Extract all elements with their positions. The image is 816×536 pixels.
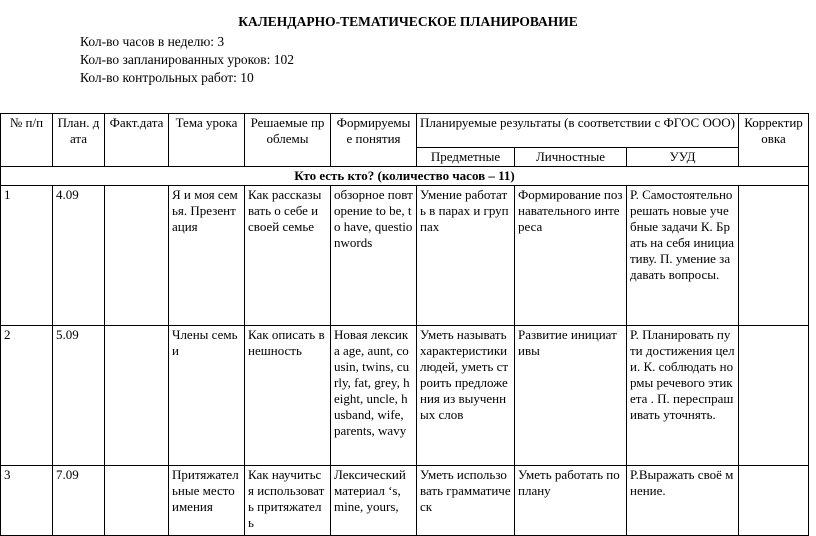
- cell-personal: Развитие инициативы: [515, 326, 627, 466]
- cell-num: 3: [1, 466, 53, 536]
- header-results: Планируемые результаты (в соответствии с ФГОС ООО): [417, 114, 739, 148]
- cell-problems: Как описать внешность: [245, 326, 331, 466]
- cell-topic: Члены семьи: [169, 326, 245, 466]
- cell-fact-date: [105, 466, 169, 536]
- cell-concepts: Новая лексика age, aunt, cousin, twins, curly, fat, grey, height, uncle, husband, wife, parents, wavy: [331, 326, 417, 466]
- header-concepts: Формируемые понятия: [331, 114, 417, 167]
- cell-plan-date: 5.09: [53, 326, 105, 466]
- page-title: КАЛЕНДАРНО-ТЕМАТИЧЕСКОЕ ПЛАНИРОВАНИЕ: [238, 14, 578, 29]
- cell-uud: Р. Планировать пути достижения цели. К. соблюдать нормы речевого этикета . П. переспрашивать уточнять.: [627, 326, 739, 466]
- cell-plan-date: 4.09: [53, 186, 105, 326]
- cell-correction: [739, 326, 809, 466]
- meta-planned-lessons: Кол-во запланированных уроков: 102: [80, 52, 295, 67]
- table-row: [1, 326, 809, 466]
- header-subject: Предметные: [417, 148, 515, 167]
- cell-topic: Я и моя семья. Презентация: [169, 186, 245, 326]
- cell-plan-date: 7.09: [53, 466, 105, 536]
- table-row: [1, 466, 809, 536]
- cell-subject: Уметь называть характеристики людей, уметь строить предложения из выученных слов: [417, 326, 515, 466]
- header-uud: УУД: [627, 148, 739, 167]
- section-title: Кто есть кто? (количество часов – 11): [1, 167, 809, 186]
- cell-num: 1: [1, 186, 53, 326]
- cell-concepts: Лексический материал ‘s, mine, yours,: [331, 466, 417, 536]
- cell-topic: Притяжательные местоимения: [169, 466, 245, 536]
- header-topic: Тема урока: [169, 114, 245, 167]
- cell-num: 2: [1, 326, 53, 466]
- cell-personal: Формирование познавательного интереса: [515, 186, 627, 326]
- table-row: [1, 186, 809, 326]
- header-correction: Корректировка: [739, 114, 809, 167]
- header-fact-date: Факт.дата: [105, 114, 169, 167]
- meta-hours-per-week: Кол-во часов в неделю: 3: [80, 34, 225, 49]
- cell-subject: Умение работать в парах и группах: [417, 186, 515, 326]
- cell-problems: Как научиться использовать притяжатель: [245, 466, 331, 536]
- header-problems: Решаемые проблемы: [245, 114, 331, 167]
- cell-uud: Р.Выражать своё мнение.: [627, 466, 739, 536]
- meta-control-works: Кол-во контрольных работ: 10: [80, 70, 254, 85]
- cell-subject: Уметь использовать грамматическ: [417, 466, 515, 536]
- header-num: № п/п: [1, 114, 53, 167]
- cell-fact-date: [105, 326, 169, 466]
- cell-problems: Как рассказывать о себе и своей семье: [245, 186, 331, 326]
- cell-uud: Р. Самостоятельно решать новые учебные задачи К. Брать на себя инициативу. П. умение задавать вопросы.: [627, 186, 739, 326]
- cell-personal: Уметь работать по плану: [515, 466, 627, 536]
- cell-fact-date: [105, 186, 169, 326]
- header-plan-date: План. дата: [53, 114, 105, 167]
- cell-concepts: обзорное повторение to be, to have, questionwords: [331, 186, 417, 326]
- cell-correction: [739, 466, 809, 536]
- header-personal: Личностные: [515, 148, 627, 167]
- planning-table: [0, 113, 809, 536]
- cell-correction: [739, 186, 809, 326]
